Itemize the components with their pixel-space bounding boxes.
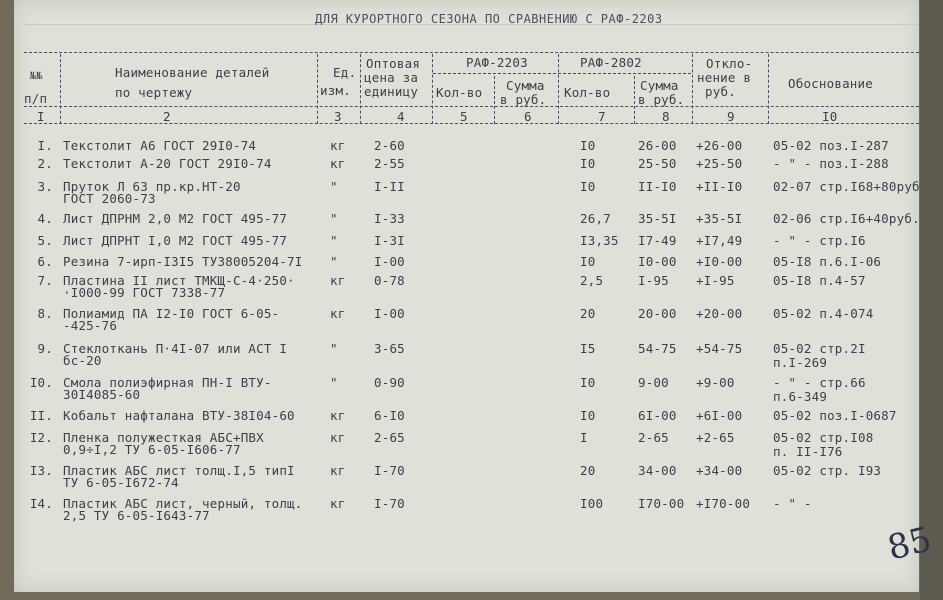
row-qty: 26,7 bbox=[580, 211, 611, 226]
row-name-line: бс-20 bbox=[63, 353, 102, 368]
header-raf2802: РАФ-2802 bbox=[580, 55, 642, 70]
row-reason-line: 05-I8 п.4-57 bbox=[773, 273, 866, 288]
row-price: 2-55 bbox=[374, 156, 405, 171]
row-reason-line: 05-02 стр. I93 bbox=[773, 463, 882, 478]
header-dev-2: нение в bbox=[697, 70, 752, 85]
row-deviation: +II-I0 bbox=[696, 179, 743, 194]
col-sep bbox=[558, 54, 559, 124]
row-qty: I5 bbox=[580, 341, 596, 356]
row-deviation: +6I-00 bbox=[696, 408, 743, 423]
header-dev-1: Откло- bbox=[706, 56, 753, 71]
header-num-1: №№ bbox=[30, 71, 43, 82]
row-name-line: Пленка полужесткая АБС+ПВХ bbox=[63, 430, 264, 445]
header-price-1: Оптовая bbox=[366, 56, 421, 71]
row-reason-line: 02-07 стр.I68+80руб bbox=[773, 179, 920, 194]
col-number-10: I0 bbox=[822, 109, 838, 124]
row-sum: 54-75 bbox=[638, 341, 677, 356]
row-qty: I0 bbox=[580, 138, 596, 153]
row-name-line: Текстолит А-20 ГОСТ 29I0-74 bbox=[63, 156, 272, 171]
row-sum: 34-00 bbox=[638, 463, 677, 478]
row-sum: I-95 bbox=[638, 273, 669, 288]
col-number-5: 5 bbox=[460, 109, 468, 124]
page-number-handwritten: 85 bbox=[883, 519, 936, 569]
row-sum: 25-50 bbox=[638, 156, 677, 171]
row-number: I2. bbox=[29, 430, 53, 445]
row-deviation: +25-50 bbox=[696, 156, 743, 171]
row-reason-line: 05-02 поз.I-0687 bbox=[773, 408, 897, 423]
row-name-line: Пруток Л 63 пр.кр.НТ-20 bbox=[63, 179, 241, 194]
row-price: I-3I bbox=[374, 233, 405, 248]
row-deviation: +2-65 bbox=[696, 430, 735, 445]
row-sum: 9-00 bbox=[638, 375, 669, 390]
row-deviation: +I70-00 bbox=[696, 496, 751, 511]
header-bottom-rule bbox=[24, 106, 919, 107]
row-qty: I0 bbox=[580, 375, 596, 390]
row-deviation: +34-00 bbox=[696, 463, 743, 478]
row-unit: кг bbox=[330, 430, 346, 445]
col-sep bbox=[692, 54, 693, 124]
row-unit: " bbox=[330, 179, 338, 194]
row-qty: I0 bbox=[580, 408, 596, 423]
col-sep bbox=[768, 54, 769, 124]
row-price: 2-60 bbox=[374, 138, 405, 153]
header-unit-1: Ед. bbox=[333, 65, 357, 80]
row-sum: I7-49 bbox=[638, 233, 677, 248]
row-number: I3. bbox=[29, 463, 53, 478]
row-name-line: 0,9÷I,2 ТУ 6-05-I606-77 bbox=[63, 442, 241, 457]
row-name-line: ·I000-99 ГОСТ 7338-77 bbox=[63, 285, 226, 300]
header-name-1: Наименование деталей bbox=[115, 65, 270, 80]
row-number: 6. bbox=[37, 254, 53, 269]
row-number: 8. bbox=[37, 306, 53, 321]
row-reason-line: 05-02 п.4-074 bbox=[773, 306, 874, 321]
row-price: I-00 bbox=[374, 306, 405, 321]
row-unit: " bbox=[330, 211, 338, 226]
row-name-line: Полиамид ПА I2-I0 ГОСТ 6-05- bbox=[63, 306, 280, 321]
row-qty: I bbox=[580, 430, 588, 445]
row-unit: кг bbox=[330, 463, 346, 478]
row-deviation: +35-5I bbox=[696, 211, 743, 226]
header-unit-2: изм. bbox=[320, 83, 351, 98]
row-name-line: Пластик АБС лист толщ.I,5 типI bbox=[63, 463, 295, 478]
header-sum-2203-2: в руб. bbox=[500, 92, 547, 107]
row-name-line: Стеклоткань П·4I-07 или АСТ I bbox=[63, 341, 288, 356]
col-number-1: I bbox=[37, 109, 45, 124]
header-raf2203: РАФ-2203 bbox=[466, 55, 528, 70]
row-unit: " bbox=[330, 341, 338, 356]
row-sum: 26-00 bbox=[638, 138, 677, 153]
col-sep bbox=[634, 76, 635, 124]
row-name-line: ТУ 6-05-I672-74 bbox=[63, 475, 179, 490]
row-qty: I00 bbox=[580, 496, 604, 511]
row-reason-line: - " - поз.I-288 bbox=[773, 156, 889, 171]
row-name-line: 2,5 ТУ 6-05-I643-77 bbox=[63, 508, 210, 523]
header-price-3: единицу bbox=[364, 84, 419, 99]
row-deviation: +9-00 bbox=[696, 375, 735, 390]
row-qty: I3,35 bbox=[580, 233, 619, 248]
row-name-line: -425-76 bbox=[63, 318, 118, 333]
row-reason-line: 05-02 стр.I08 bbox=[773, 430, 874, 445]
row-deviation: +I7,49 bbox=[696, 233, 743, 248]
row-name-line: Кобальт нафталана ВТУ-38I04-60 bbox=[63, 408, 295, 423]
header-qty-2802: Кол-во bbox=[564, 85, 611, 100]
column-numbers-rule bbox=[24, 123, 919, 124]
row-unit: кг bbox=[330, 408, 346, 423]
row-name-line: Лист ДПРНМ 2,0 М2 ГОСТ 495-77 bbox=[63, 211, 288, 226]
row-deviation: +20-00 bbox=[696, 306, 743, 321]
row-number: II. bbox=[29, 408, 53, 423]
row-number: 5. bbox=[37, 233, 53, 248]
col-number-6: 6 bbox=[524, 109, 532, 124]
header-price-2: цена за bbox=[364, 70, 419, 85]
row-qty: 2,5 bbox=[580, 273, 604, 288]
row-deviation: +26-00 bbox=[696, 138, 743, 153]
row-reason-line: п.I-269 bbox=[773, 355, 828, 370]
row-unit: " bbox=[330, 375, 338, 390]
row-deviation: +54-75 bbox=[696, 341, 743, 356]
row-unit: кг bbox=[330, 156, 346, 171]
row-reason-line: - " - стр.I6 bbox=[773, 233, 866, 248]
row-unit: " bbox=[330, 233, 338, 248]
row-sum: I0-00 bbox=[638, 254, 677, 269]
row-price: I-70 bbox=[374, 496, 405, 511]
row-qty: I0 bbox=[580, 156, 596, 171]
row-unit: " bbox=[330, 254, 338, 269]
row-number: 7. bbox=[37, 273, 53, 288]
row-deviation: +I-95 bbox=[696, 273, 735, 288]
row-qty: 20 bbox=[580, 306, 596, 321]
header-top-rule bbox=[24, 52, 919, 53]
header-dev-3: руб. bbox=[705, 84, 736, 99]
row-price: I-00 bbox=[374, 254, 405, 269]
header-reason: Обоснование bbox=[788, 76, 873, 91]
row-unit: кг bbox=[330, 306, 346, 321]
row-name-line: Резина 7-ирп-I3I5 ТУ38005204-7I bbox=[63, 254, 303, 269]
col-number-8: 8 bbox=[662, 109, 670, 124]
header-sum-2802-2: в руб. bbox=[638, 92, 685, 107]
row-name-line: ГОСТ 2060-73 bbox=[63, 191, 156, 206]
row-name-line: Лист ДПРНТ I,0 М2 ГОСТ 495-77 bbox=[63, 233, 288, 248]
row-price: 2-65 bbox=[374, 430, 405, 445]
row-number: 4. bbox=[37, 211, 53, 226]
row-sum: 6I-00 bbox=[638, 408, 677, 423]
row-price: 0-90 bbox=[374, 375, 405, 390]
row-number: I. bbox=[37, 138, 53, 153]
row-price: I-70 bbox=[374, 463, 405, 478]
row-price: 3-65 bbox=[374, 341, 405, 356]
row-unit: кг bbox=[330, 138, 346, 153]
row-name-line: Пластик АБС лист, черный, толщ. bbox=[63, 496, 303, 511]
header-name-2: по чертежу bbox=[115, 85, 193, 100]
document-title: ДЛЯ КУРОРТНОГО СЕЗОНА ПО СРАВНЕНИЮ С РАФ-2203 bbox=[315, 12, 663, 26]
row-unit: кг bbox=[330, 273, 346, 288]
row-sum: I70-00 bbox=[638, 496, 685, 511]
row-name-line: 30I4085-60 bbox=[63, 387, 141, 402]
col-sep bbox=[317, 54, 318, 124]
subheader-rule bbox=[433, 73, 691, 74]
row-sum: 35-5I bbox=[638, 211, 677, 226]
row-number: 9. bbox=[37, 341, 53, 356]
row-reason-line: 05-02 стр.2I bbox=[773, 341, 866, 356]
header-qty-2203: Кол-во bbox=[436, 85, 483, 100]
row-reason-line: п. II-I76 bbox=[773, 444, 843, 459]
row-qty: I0 bbox=[580, 254, 596, 269]
row-reason-line: п.6-349 bbox=[773, 389, 828, 404]
col-number-3: 3 bbox=[334, 109, 342, 124]
row-reason-line: - " - стр.66 bbox=[773, 375, 866, 390]
col-sep bbox=[432, 54, 433, 124]
col-number-9: 9 bbox=[727, 109, 735, 124]
header-sum-2802-1: Сумма bbox=[640, 78, 679, 93]
row-number: 2. bbox=[37, 156, 53, 171]
row-sum: 20-00 bbox=[638, 306, 677, 321]
row-reason-line: 02-06 стр.I6+40руб. bbox=[773, 211, 920, 226]
row-price: I-33 bbox=[374, 211, 405, 226]
header-sum-2203-1: Сумма bbox=[506, 78, 545, 93]
row-number: I0. bbox=[29, 375, 53, 390]
row-name-line: Текстолит А6 ГОСТ 29I0-74 bbox=[63, 138, 257, 153]
row-price: 6-I0 bbox=[374, 408, 405, 423]
row-name-line: Смола полиэфирная ПН-I ВТУ- bbox=[63, 375, 272, 390]
row-qty: I0 bbox=[580, 179, 596, 194]
row-price: 0-78 bbox=[374, 273, 405, 288]
row-sum: II-I0 bbox=[638, 179, 677, 194]
col-number-7: 7 bbox=[598, 109, 606, 124]
col-sep bbox=[494, 76, 495, 124]
row-number: I4. bbox=[29, 496, 53, 511]
col-sep bbox=[360, 54, 361, 124]
row-price: I-II bbox=[374, 179, 405, 194]
row-deviation: +I0-00 bbox=[696, 254, 743, 269]
col-number-2: 2 bbox=[163, 109, 171, 124]
row-number: 3. bbox=[37, 179, 53, 194]
row-reason-line: 05-02 поз.I-287 bbox=[773, 138, 889, 153]
binding-edge bbox=[920, 0, 943, 600]
row-reason-line: - " - bbox=[773, 496, 812, 511]
row-sum: 2-65 bbox=[638, 430, 669, 445]
header-num-2: п/п bbox=[24, 91, 48, 106]
row-name-line: Пластина II лист ТМКЩ-С-4·250· bbox=[63, 273, 295, 288]
row-qty: 20 bbox=[580, 463, 596, 478]
col-number-4: 4 bbox=[397, 109, 405, 124]
col-sep bbox=[60, 54, 61, 124]
row-reason-line: 05-I8 п.6.I-06 bbox=[773, 254, 882, 269]
row-unit: кг bbox=[330, 496, 346, 511]
